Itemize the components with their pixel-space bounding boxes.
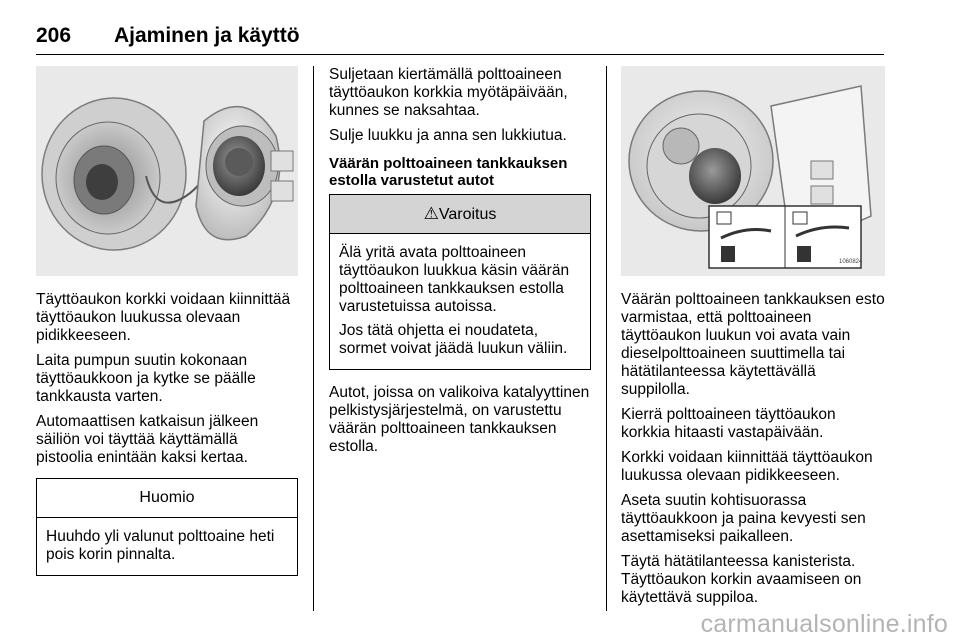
- paragraph: Autot, joissa on valikoiva katalyyttinen pelkistysjärjestelmä, on varustettu väärän polttoaineen tankkauksen estolla.: [329, 384, 590, 455]
- warning-text: Älä yritä avata polttoaineen täyttöaukon luukkua käsin väärän polttoaineen tankkauksen estolla varustetuissa autoissa.: [339, 244, 570, 315]
- paragraph: Aseta suutin kohtisuorassa täyttöaukkoon ja paina kevyesti sen asettamiseksi paikalleen.: [621, 492, 866, 545]
- misfuel-inhibitor-illustration: [621, 66, 885, 276]
- watermark: carmanualsonline.info: [700, 610, 948, 638]
- column-right: [621, 66, 885, 614]
- column-divider-right: [606, 66, 607, 611]
- paragraph: Korkki voidaan kiinnittää täyttöaukon luukussa olevaan pidikkeeseen.: [621, 449, 873, 484]
- warning-text: Jos tätä ohjetta ei noudateta, sormet voivat jäädä luukun väliin.: [339, 322, 568, 357]
- column-left: [36, 66, 298, 576]
- paragraph: Kierrä polttoaineen täyttöaukon korkkia hitaasti vastapäivään.: [621, 406, 836, 441]
- page-header: [36, 24, 884, 55]
- note-text: Huuhdo yli valunut polttoaine heti pois korin pinnalta.: [46, 528, 275, 563]
- paragraph: Väärän polttoaineen tankkauksen esto varmistaa, että polttoaineen täyttöaukon luukun voi avata vain dieselpolttoaineen suuttimella tai hätätilanteessa käytettävällä suppilolla.: [621, 291, 885, 398]
- column-middle: [329, 66, 591, 463]
- paragraph: Suljetaan kiertämällä polttoaineen täyttöaukon korkkia myötäpäivään, kunnes se naksahtaa.: [329, 66, 568, 119]
- fuel-cap-illustration: [36, 66, 298, 276]
- page-title: Ajaminen ja käyttö: [114, 24, 300, 47]
- paragraph: Automaattisen katkaisun jälkeen säiliön voi täyttää käyttämällä pistoolia enintään kaksi kertaa.: [36, 413, 259, 466]
- warning-box: [329, 194, 591, 370]
- paragraph: Sulje luukku ja anna sen lukkiutua.: [329, 127, 567, 144]
- image-code: 1060824: [839, 259, 863, 265]
- page-number: 206: [36, 24, 72, 47]
- paragraph: Täyttöaukon korkki voidaan kiinnittää täyttöaukon luukussa olevaan pidikkeeseen.: [36, 291, 291, 344]
- column-divider-left: [313, 66, 314, 611]
- paragraph: Laita pumpun suutin kokonaan täyttöaukkoon ja kytke se päälle tankkausta varten.: [36, 352, 256, 405]
- note-box: [36, 478, 298, 576]
- note-heading: Huomio: [37, 479, 297, 518]
- warning-heading-text: Varoitus: [438, 206, 497, 223]
- warning-icon: ⚠: [423, 204, 439, 223]
- paragraph: Täytä hätätilanteessa kanisterista. Täyttöaukon korkin avaamiseen on käytettävä suppiloa.: [621, 553, 862, 606]
- warning-heading: [330, 195, 590, 234]
- section-subheading: Väärän polttoaineen tankkauksen estolla varustetut autot: [329, 155, 568, 189]
